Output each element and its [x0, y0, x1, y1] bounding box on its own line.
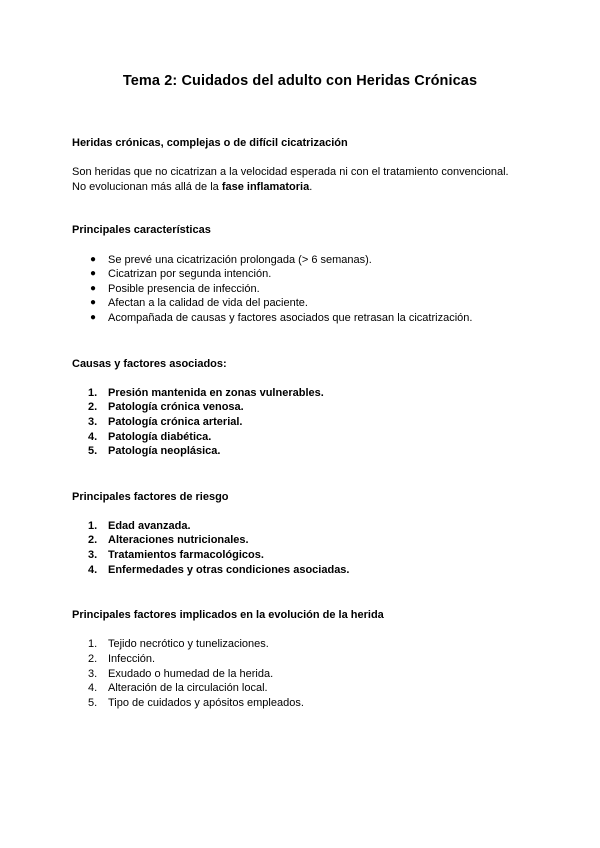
list-item: [72, 444, 532, 459]
list-item-text: Edad avanzada.: [108, 519, 191, 532]
number-marker: 2.: [88, 401, 98, 414]
number-marker: 2.: [88, 534, 98, 547]
caracteristicas-list: [72, 253, 532, 326]
causas-list: [72, 386, 532, 459]
number-marker: 3.: [88, 667, 98, 680]
document-body: [72, 136, 532, 710]
list-item-text: Se prevé una cicatrización prolongada (> 6 semanas).: [108, 253, 372, 266]
number-marker: 3.: [88, 415, 98, 428]
list-item: [72, 548, 532, 563]
list-item: [72, 253, 532, 268]
intro-line-2-suffix: .: [309, 180, 313, 193]
list-item-text: Presión mantenida en zonas vulnerables.: [108, 386, 324, 399]
list-item-text: Afectan a la calidad de vida del paciente.: [108, 297, 308, 310]
intro-line-2: [72, 180, 532, 195]
list-item: [72, 563, 532, 578]
list-item: [72, 386, 532, 401]
number-marker: 2.: [88, 653, 98, 666]
list-item-text: Alteración de la circulación local.: [108, 682, 268, 695]
list-item: [72, 681, 532, 696]
list-item-text: Patología diabética.: [108, 430, 212, 443]
riesgo-list: [72, 519, 532, 577]
list-item-text: Acompañada de causas y factores asociados que retrasan la cicatrización.: [108, 311, 473, 324]
section-heading-caracteristicas: Principales características: [72, 224, 211, 237]
number-marker: 5.: [88, 696, 98, 709]
number-marker: 4.: [88, 682, 98, 695]
list-item-text: Tipo de cuidados y apósitos empleados.: [108, 696, 304, 709]
list-item: [72, 533, 532, 548]
list-item-text: Exudado o humedad de la herida.: [108, 667, 274, 680]
intro-line-2-bold: fase inflamatoria: [221, 180, 310, 193]
list-item: [72, 519, 532, 534]
list-item-text: Posible presencia de infección.: [108, 282, 260, 295]
evolucion-list: [72, 637, 532, 710]
number-marker: 4.: [88, 563, 98, 576]
number-marker: 1.: [88, 638, 98, 651]
list-item: [72, 415, 532, 430]
bullet-marker: ●: [90, 297, 97, 309]
list-item-text: Enfermedades y otras condiciones asociadas.: [108, 563, 350, 576]
list-item-text: Infección.: [108, 653, 156, 666]
section-heading-evolucion: Principales factores implicados en la evolución de la herida: [72, 609, 384, 622]
list-item: [72, 267, 532, 282]
bullet-marker: ●: [90, 311, 97, 323]
number-marker: 1.: [88, 386, 98, 399]
bullet-marker: ●: [90, 282, 97, 294]
list-item: [72, 430, 532, 445]
list-item: [72, 400, 532, 415]
section-heading-riesgo: Principales factores de riesgo: [72, 490, 229, 503]
bullet-marker: ●: [90, 268, 97, 280]
intro-paragraph: [72, 165, 532, 194]
section-heading-heridas-cronicas: Heridas crónicas, complejas o de difícil cicatrización: [72, 137, 348, 149]
list-item: [72, 696, 532, 711]
document-title: Tema 2: Cuidados del adulto con Heridas Crónicas: [122, 73, 478, 89]
list-item: [72, 667, 532, 682]
intro-line-2-prefix: No evolucionan más allá de la: [72, 180, 222, 193]
list-item: [72, 652, 532, 667]
list-item-text: Tejido necrótico y tunelizaciones.: [108, 638, 269, 651]
list-item-text: Patología neoplásica.: [108, 445, 221, 458]
number-marker: 4.: [88, 430, 98, 443]
list-item: [72, 296, 532, 311]
list-item-text: Patología crónica venosa.: [108, 401, 244, 414]
list-item: [72, 282, 532, 297]
list-item-text: Cicatrizan por segunda intención.: [108, 268, 272, 281]
number-marker: 1.: [88, 519, 98, 532]
intro-line-1: Son heridas que no cicatrizan a la velocidad esperada ni con el tratamiento convencional.: [72, 166, 509, 179]
number-marker: 3.: [88, 549, 98, 562]
number-marker: 5.: [88, 445, 98, 458]
list-item: [72, 637, 532, 652]
section-heading-causas: Causas y factores asociados:: [72, 357, 227, 370]
list-item: [72, 311, 532, 326]
list-item-text: Alteraciones nutricionales.: [108, 534, 249, 547]
list-item-text: Patología crónica arterial.: [108, 415, 243, 428]
bullet-marker: ●: [90, 253, 97, 265]
list-item-text: Tratamientos farmacológicos.: [108, 549, 264, 562]
